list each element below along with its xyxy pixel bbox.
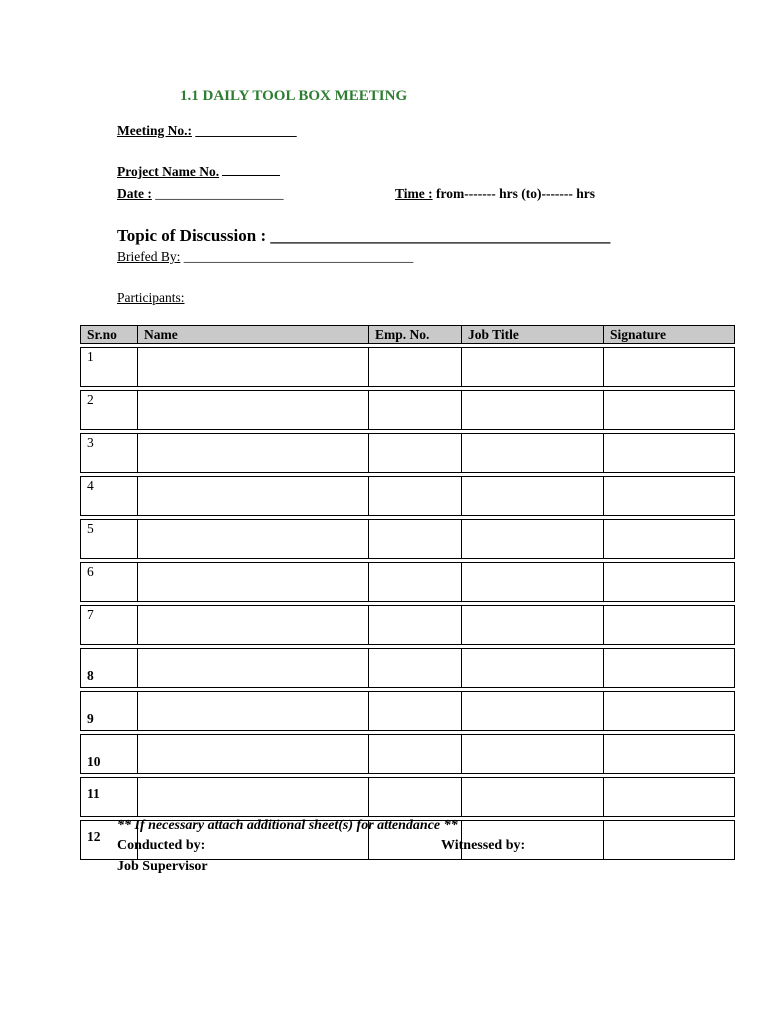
witnessed-by-label: Witnessed by:	[441, 838, 526, 853]
attendance-note: ** If necessary attach additional sheet(s) for attendance **	[117, 818, 458, 833]
date-field[interactable]: ___________________	[155, 186, 284, 201]
emp-no-cell[interactable]	[369, 777, 462, 817]
signature-cell[interactable]	[604, 476, 735, 516]
emp-no-cell[interactable]	[369, 433, 462, 473]
participants-table	[80, 325, 735, 860]
table-row	[80, 777, 735, 817]
table-row	[80, 605, 735, 645]
topic-row	[117, 226, 610, 246]
job-title-cell[interactable]	[462, 476, 604, 516]
sr-no-cell	[80, 691, 138, 731]
header-sr-no: Sr.no	[80, 325, 138, 344]
job-title-cell[interactable]	[462, 562, 604, 602]
table-row	[80, 519, 735, 559]
header-name: Name	[138, 325, 369, 344]
name-cell[interactable]	[138, 734, 369, 774]
signature-cell[interactable]	[604, 433, 735, 473]
project-name-label: Project Name No.	[117, 164, 220, 179]
job-title-cell[interactable]	[462, 347, 604, 387]
name-cell[interactable]	[138, 347, 369, 387]
signature-cell[interactable]	[604, 691, 735, 731]
form-title: 1.1 DAILY TOOL BOX MEETING	[180, 88, 408, 104]
table-row	[80, 476, 735, 516]
table-row	[80, 734, 735, 774]
sr-no-cell	[80, 605, 138, 645]
sr-no-value: 10	[87, 754, 101, 769]
sr-no-cell	[80, 519, 138, 559]
briefed-by-field[interactable]: __________________________________	[183, 249, 414, 264]
table-header-row	[80, 325, 735, 344]
name-cell[interactable]	[138, 519, 369, 559]
sr-no-value: 3	[87, 435, 94, 450]
table-row	[80, 648, 735, 688]
table-row	[80, 347, 735, 387]
job-supervisor-label: Job Supervisor	[117, 859, 208, 874]
sr-no-value: 1	[87, 349, 94, 364]
signature-cell[interactable]	[604, 648, 735, 688]
time-row	[395, 186, 595, 202]
briefed-by-row	[117, 249, 413, 265]
name-cell[interactable]	[138, 777, 369, 817]
participants-label: Participants:	[117, 290, 185, 305]
table-row	[80, 390, 735, 430]
emp-no-cell[interactable]	[369, 734, 462, 774]
header-signature: Signature	[604, 325, 735, 344]
sr-no-cell	[80, 777, 138, 817]
table-row	[80, 691, 735, 731]
time-label: Time :	[395, 186, 433, 201]
sr-no-value: 7	[87, 607, 94, 622]
sr-no-value: 5	[87, 521, 94, 536]
topic-field[interactable]: ________________________________________	[270, 226, 611, 245]
sr-no-cell	[80, 476, 138, 516]
date-row	[117, 186, 283, 202]
sr-no-value: 9	[87, 711, 94, 726]
signature-cell[interactable]	[604, 605, 735, 645]
topic-label: Topic of Discussion :	[117, 226, 267, 245]
job-title-cell[interactable]	[462, 648, 604, 688]
briefed-by-label: Briefed By:	[117, 249, 181, 264]
meeting-no-row	[117, 123, 297, 139]
job-title-cell[interactable]	[462, 519, 604, 559]
header-job-title: Job Title	[462, 325, 604, 344]
conducted-by-label: Conducted by:	[117, 838, 206, 853]
emp-no-cell[interactable]	[369, 605, 462, 645]
job-title-cell[interactable]	[462, 691, 604, 731]
sr-no-value: 11	[87, 786, 100, 801]
job-title-cell[interactable]	[462, 734, 604, 774]
sr-no-cell	[80, 347, 138, 387]
job-title-cell[interactable]	[462, 390, 604, 430]
name-cell[interactable]	[138, 605, 369, 645]
project-name-field[interactable]	[222, 175, 280, 176]
emp-no-cell[interactable]	[369, 562, 462, 602]
signature-cell[interactable]	[604, 734, 735, 774]
signature-cell[interactable]	[604, 347, 735, 387]
signature-cell[interactable]	[604, 390, 735, 430]
sr-no-value: 2	[87, 392, 94, 407]
sr-no-cell	[80, 433, 138, 473]
emp-no-cell[interactable]	[369, 347, 462, 387]
emp-no-cell[interactable]	[369, 476, 462, 516]
name-cell[interactable]	[138, 648, 369, 688]
name-cell[interactable]	[138, 562, 369, 602]
name-cell[interactable]	[138, 433, 369, 473]
meeting-no-field[interactable]: _______________	[195, 123, 297, 138]
sr-no-cell	[80, 734, 138, 774]
emp-no-cell[interactable]	[369, 390, 462, 430]
sr-no-cell	[80, 648, 138, 688]
name-cell[interactable]	[138, 390, 369, 430]
job-title-cell[interactable]	[462, 433, 604, 473]
emp-no-cell[interactable]	[369, 648, 462, 688]
job-title-cell[interactable]	[462, 605, 604, 645]
sr-no-value: 6	[87, 564, 94, 579]
table-row	[80, 562, 735, 602]
time-field[interactable]: from------- hrs (to)------- hrs	[436, 186, 596, 201]
name-cell[interactable]	[138, 476, 369, 516]
signature-cell[interactable]	[604, 562, 735, 602]
header-emp-no: Emp. No.	[369, 325, 462, 344]
signature-cell[interactable]	[604, 820, 735, 860]
sr-no-cell	[80, 562, 138, 602]
emp-no-cell[interactable]	[369, 691, 462, 731]
table-row	[80, 433, 735, 473]
signature-cell[interactable]	[604, 777, 735, 817]
sr-no-value: 4	[87, 478, 94, 493]
sr-no-cell	[80, 390, 138, 430]
signature-cell[interactable]	[604, 519, 735, 559]
emp-no-cell[interactable]	[369, 519, 462, 559]
project-name-row	[117, 164, 280, 180]
sr-no-value: 12	[87, 829, 101, 844]
name-cell[interactable]	[138, 691, 369, 731]
date-label: Date :	[117, 186, 152, 201]
sr-no-value: 8	[87, 668, 94, 683]
job-title-cell[interactable]	[462, 777, 604, 817]
meeting-no-label: Meeting No.:	[117, 123, 192, 138]
